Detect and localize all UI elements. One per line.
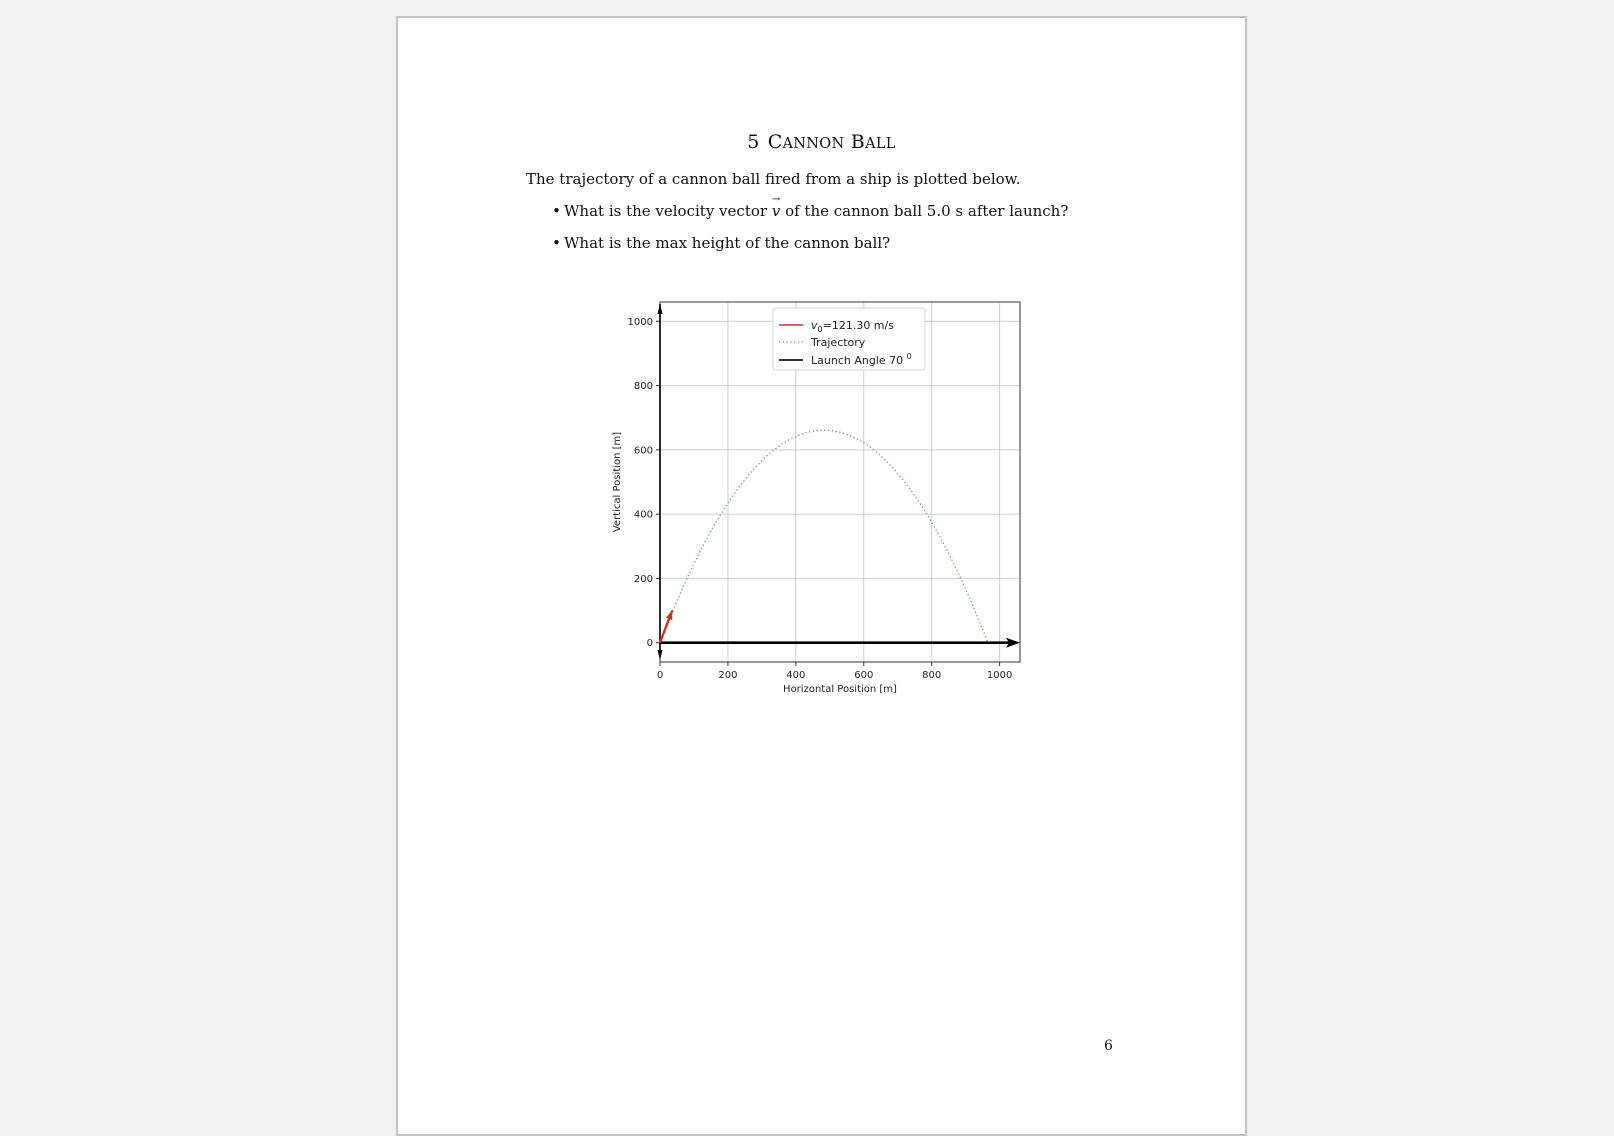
question-text-after: of the cannon ball 5.0 s after launch? xyxy=(780,202,1069,220)
trajectory-chart xyxy=(610,280,1030,700)
chart-svg xyxy=(610,280,1030,700)
x-tick-label: 0 xyxy=(656,670,664,681)
intro-paragraph: The trajectory of a cannon ball fired from a ship is plotted below. xyxy=(526,170,1021,188)
question-item xyxy=(552,234,1068,266)
vector-symbol: → v xyxy=(771,194,781,220)
y-tick-label: 0 xyxy=(646,638,653,650)
question-item xyxy=(552,194,1069,234)
x-tick-label: 400 xyxy=(786,670,806,681)
section-number: 5 xyxy=(747,131,760,153)
document-page xyxy=(396,16,1247,1136)
bullet-icon: • xyxy=(552,234,561,252)
bullet-icon: • xyxy=(552,202,561,220)
question-text-before: What is the velocity vector xyxy=(564,202,772,220)
legend-label-velocity: $v_0=121.30$ m/s xyxy=(811,319,894,334)
x-axis-label: Horizontal Position [m] xyxy=(783,684,897,695)
x-tick-label: 800 xyxy=(922,670,942,681)
question-text: What is the max height of the cannon ball? xyxy=(564,234,891,252)
vector-arrow-icon: → xyxy=(771,194,781,205)
section-title: CANNON BALL xyxy=(767,131,896,153)
page-number: 6 xyxy=(1104,1038,1113,1054)
x-tick-label: 1000 xyxy=(986,670,1013,681)
x-tick-label: 200 xyxy=(718,670,738,681)
legend-label-launch-angle: Launch Angle 70 $^0$ xyxy=(811,352,912,367)
y-tick-label: 800 xyxy=(633,381,653,393)
legend-label-trajectory: Trajectory xyxy=(811,336,866,349)
x-tick-label: 600 xyxy=(854,670,874,681)
y-tick-label: 600 xyxy=(633,445,653,457)
y-tick-label: 1000 xyxy=(627,316,653,328)
y-tick-label: 400 xyxy=(633,509,653,521)
question-list xyxy=(552,194,1069,266)
y-axis-label: Vertical Position [m] xyxy=(612,431,623,533)
section-heading xyxy=(398,131,1245,153)
y-tick-label: 200 xyxy=(633,573,653,585)
